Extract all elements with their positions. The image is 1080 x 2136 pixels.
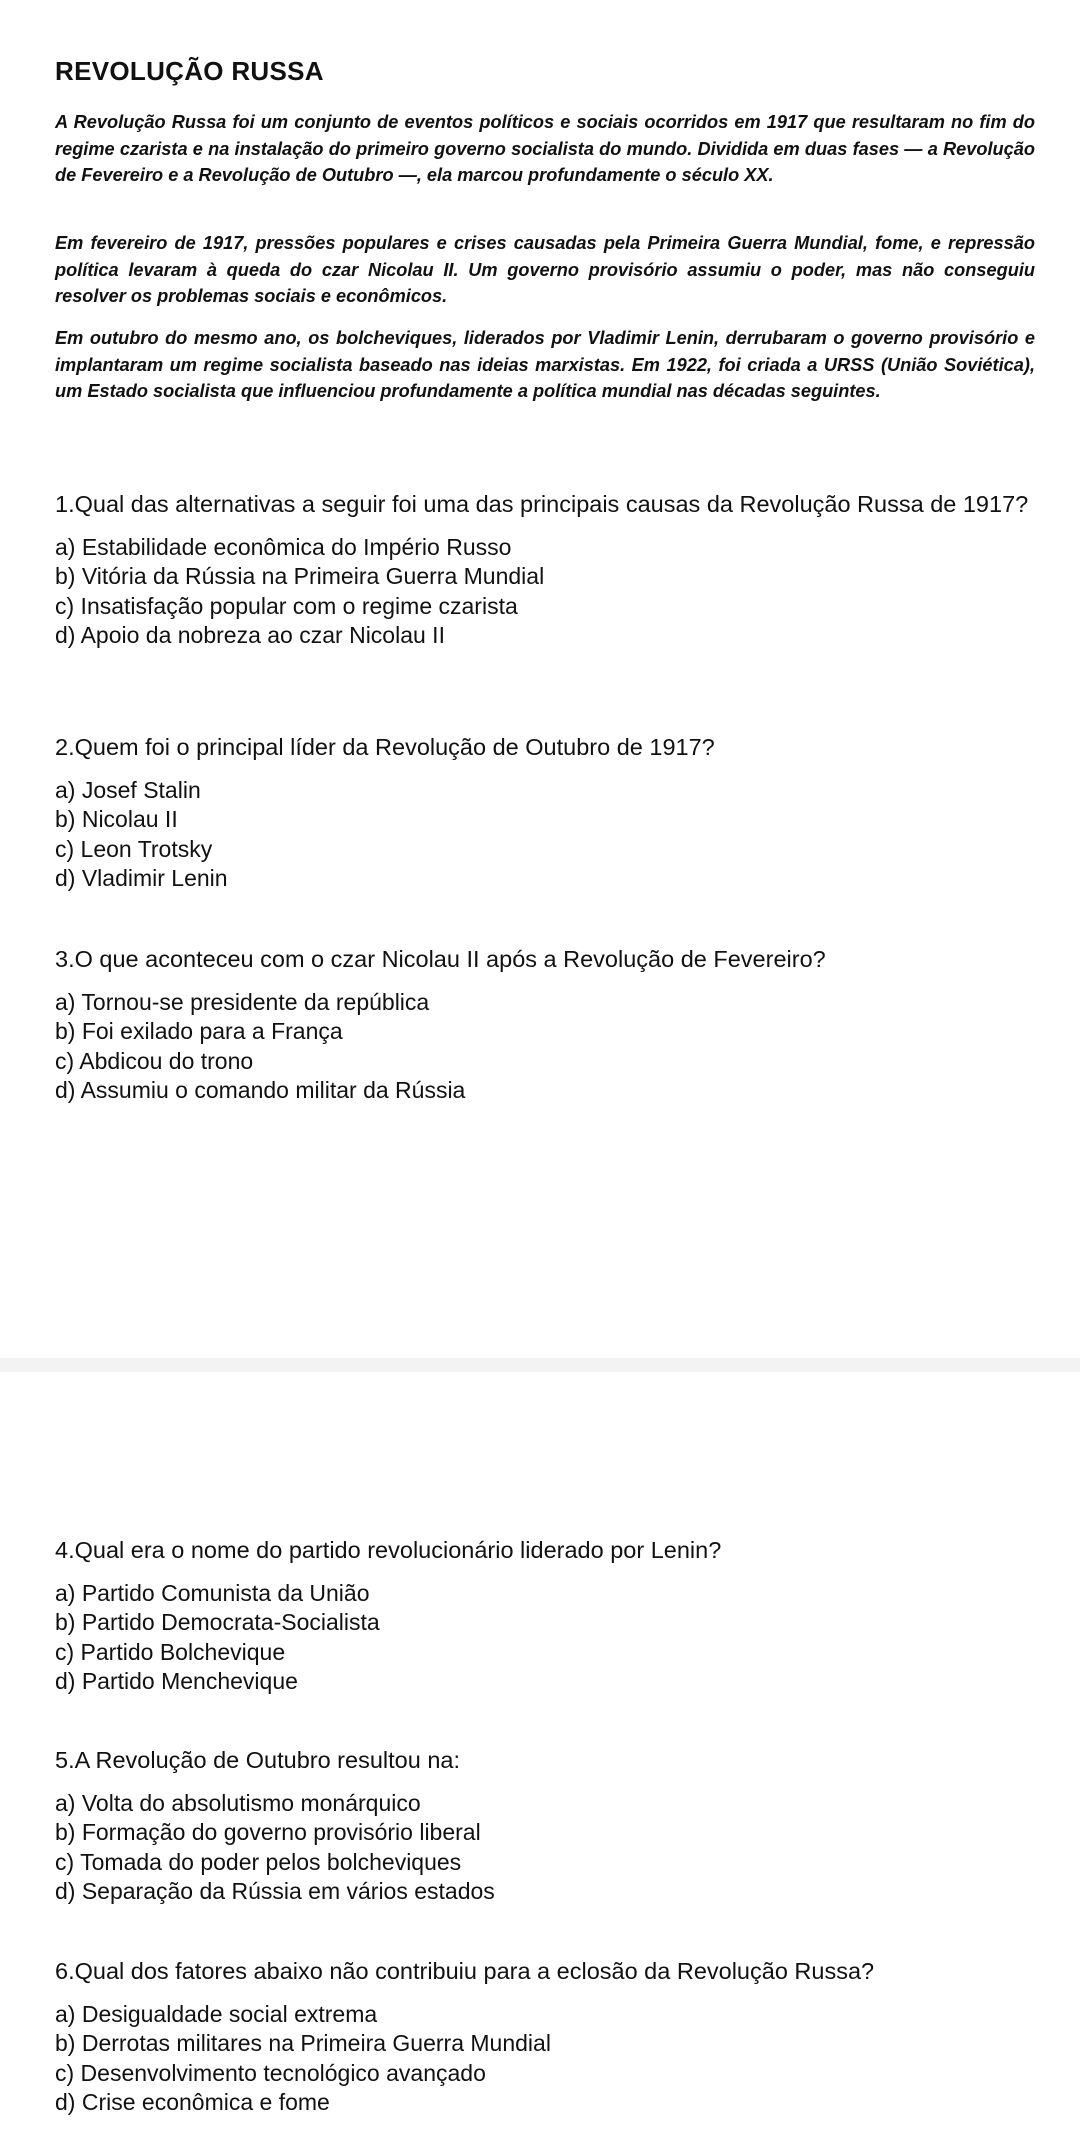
answer-options: [55, 776, 1035, 893]
question-text: 3.O que aconteceu com o czar Nicolau II após a Revolução de Fevereiro?: [55, 946, 826, 972]
page-separator: [0, 1358, 1080, 1372]
answer-option[interactable]: b) Nicolau II: [55, 806, 178, 833]
answer-option[interactable]: c) Leon Trotsky: [55, 835, 213, 862]
answer-options: [55, 533, 1035, 650]
question-block-6: [55, 1957, 1035, 2117]
answer-option[interactable]: a) Tornou-se presidente da república: [55, 989, 430, 1015]
answer-option[interactable]: c) Abdicou do trono: [55, 1047, 254, 1074]
question-text: 1.Qual das alternativas a seguir foi uma das principais causas da Revolução Russa de 1917?: [55, 491, 1029, 517]
intro-paragraph-1: A Revolução Russa foi um conjunto de eventos políticos e sociais ocorridos em 1917 que resultaram no fim do regime czarista e na instalação do primeiro governo socialista do mundo. Dividida em duas fases — a Revolução de Fevereiro e a Revolução de Outubro —, ela marcou profundamente o século XX.: [55, 112, 1035, 185]
question-block-5: [55, 1746, 1035, 1906]
answer-option[interactable]: a) Desigualdade social extrema: [55, 2001, 378, 2027]
intro-paragraph-3: Em outubro do mesmo ano, os bolcheviques, liderados por Vladimir Lenin, derrubaram o governo provisório e implantaram um regime socialista baseado nas ideias marxistas. Em 1922, foi criada a URSS (União Soviética), um Estado socialista que influenciou profundamente a política mundial nas décadas seguintes.: [55, 328, 1035, 401]
answer-option[interactable]: a) Partido Comunista da União: [55, 1580, 370, 1606]
intro-paragraph-2: Em fevereiro de 1917, pressões populares e crises causadas pela Primeira Guerra Mundial, fome, e repressão política levaram à queda do czar Nicolau II. Um governo provisório assumiu o poder, mas não conseguiu resolver os problemas sociais e econômicos.: [55, 233, 1035, 306]
answer-option[interactable]: c) Partido Bolchevique: [55, 1638, 286, 1665]
question-block-2: [55, 733, 1035, 893]
answer-option[interactable]: c) Insatisfação popular com o regime czarista: [55, 592, 518, 619]
answer-options: [55, 1579, 1035, 1696]
question-block-3: [55, 945, 1035, 1105]
question-text: 4.Qual era o nome do partido revolucionário liderado por Lenin?: [55, 1537, 722, 1563]
answer-option[interactable]: a) Estabilidade econômica do Império Russo: [55, 534, 512, 560]
question-block-1: [55, 490, 1035, 650]
question-block-4: [55, 1536, 1035, 1696]
answer-option[interactable]: d) Apoio da nobreza ao czar Nicolau II: [55, 621, 445, 648]
answer-option[interactable]: b) Foi exilado para a França: [55, 1018, 343, 1045]
answer-option[interactable]: b) Formação do governo provisório liberal: [55, 1819, 481, 1846]
answer-option[interactable]: d) Partido Menchevique: [55, 1667, 298, 1694]
answer-option[interactable]: c) Tomada do poder pelos bolcheviques: [55, 1848, 462, 1875]
answer-option[interactable]: d) Crise econômica e fome: [55, 2088, 330, 2115]
answer-option[interactable]: d) Vladimir Lenin: [55, 864, 228, 891]
answer-option[interactable]: a) Volta do absolutismo monárquico: [55, 1790, 421, 1816]
answer-options: [55, 1789, 1035, 1906]
document-page-2: [0, 1372, 1080, 2136]
document-title: REVOLUÇÃO RUSSA: [55, 56, 324, 86]
question-text: 5.A Revolução de Outubro resultou na:: [55, 1747, 460, 1773]
question-text: 6.Qual dos fatores abaixo não contribuiu para a eclosão da Revolução Russa?: [55, 1958, 875, 1984]
question-text: 2.Quem foi o principal líder da Revolução de Outubro de 1917?: [55, 734, 715, 760]
answer-options: [55, 2000, 1035, 2117]
answer-option[interactable]: d) Assumiu o comando militar da Rússia: [55, 1076, 466, 1103]
answer-option[interactable]: b) Partido Democrata-Socialista: [55, 1609, 380, 1636]
answer-options: [55, 988, 1035, 1105]
answer-option[interactable]: c) Desenvolvimento tecnológico avançado: [55, 2059, 486, 2086]
answer-option[interactable]: b) Derrotas militares na Primeira Guerra Mundial: [55, 2030, 551, 2057]
answer-option[interactable]: a) Josef Stalin: [55, 777, 201, 803]
answer-option[interactable]: d) Separação da Rússia em vários estados: [55, 1877, 495, 1904]
answer-option[interactable]: b) Vitória da Rússia na Primeira Guerra Mundial: [55, 563, 545, 590]
